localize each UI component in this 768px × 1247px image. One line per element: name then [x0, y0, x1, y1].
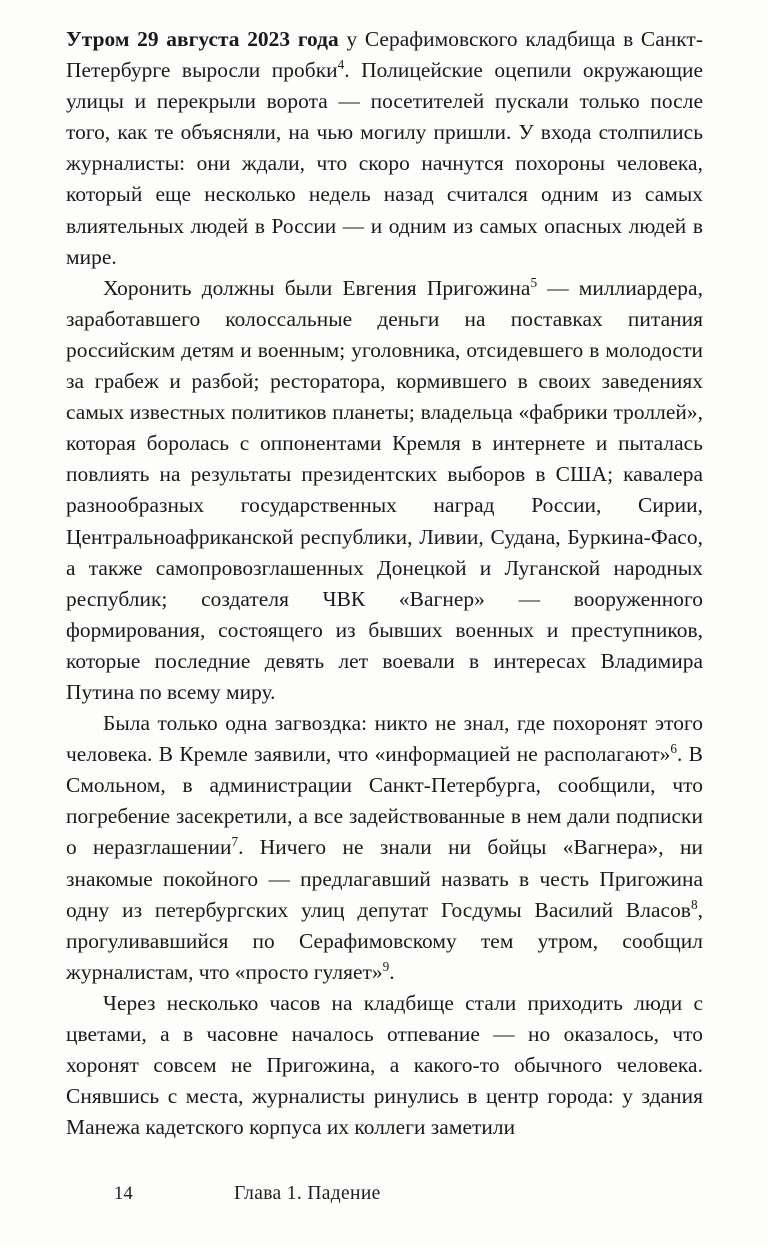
paragraph-lead-in: Утром 29 августа 2023 года [66, 27, 339, 51]
footnote-marker-5[interactable]: 5 [530, 274, 538, 290]
paragraph-3 [66, 708, 703, 988]
footnote-marker-8[interactable]: 8 [690, 896, 698, 912]
paragraph-4 [66, 988, 703, 1143]
paragraph-3-text-e: . [389, 959, 395, 984]
paragraph-4-text: Через несколько часов на кладбище стали приходить люди с цветами, а в часовне началось отпевание — но оказалось, что хоронят совсем не Пригожина, а какого-то обычного человека. Снявшись с места, журналисты ринулись в центр города: у здания Манежа кадетского корпуса их коллеги заметили [66, 990, 703, 1140]
footnote-marker-7[interactable]: 7 [231, 834, 239, 850]
paragraph-3-text-d: , прогуливавшийся по Серафимовскому тем утром, сообщил журналистам, что «просто гуляет» [66, 897, 703, 984]
page-number: 14 [114, 1184, 134, 1204]
paragraph-3-text-c: . Ничего не знали ни бойцы «Вагнера», ни знакомые покойного — предлагавший назвать в честь Пригожина одну из петербургских улиц депутат Госдумы Василий Власов [66, 835, 703, 922]
page-footer [66, 1178, 703, 1210]
footnote-marker-6[interactable]: 6 [670, 740, 677, 756]
paragraph-2 [66, 273, 703, 708]
running-head-chapter-title: Глава 1. Падение [234, 1183, 381, 1204]
paragraph-2-text-b: — миллиардера, заработавшего колоссальные деньги на поставках питания российским детям и военным; уголовника, отсидевшего в молодости за грабеж и разбой; ресторатора, кормившего в своих заведениях самых известных политиков планеты; владельца «фабрики троллей», которая боролась с оппонентами Кремля в интернете и пыталась повлиять на результаты президентских выборов в США; кавалера разнообразных государственных наград России, Сирии, Центральноафриканской республики, Ливии, Судана, Буркина-Фасо, а также самопровозглашенных Донецкой и Луганской народных республик; создателя ЧВК «Вагнер» — вооруженного формирования, состоящего из бывших военных и преступников, которые последние девять лет воевали в интересах Владимира Путина по всему миру. [66, 275, 703, 704]
footnote-marker-4[interactable]: 4 [337, 56, 345, 72]
paragraph-3-text-b: . В Смольном, в администрации Санкт-Петербурга, сообщили, что погребение засекретили, а все задействованные в нем дали подписки о неразглашении [66, 742, 703, 860]
footnote-marker-9[interactable]: 9 [382, 958, 390, 974]
paragraph-2-text-a: Хоронить должны были Евгения Пригожина [103, 275, 531, 300]
paragraph-3-text-a: Была только одна загвоздка: никто не знал, где похоронят этого человека. В Кремле заявили, что «информацией не располагают» [66, 711, 703, 767]
paragraph-1-text-a: у Серафимовского кладбища в Санкт-Петербурге выросли пробки [66, 27, 703, 83]
page-text-block [66, 24, 703, 1143]
paragraph-1-text-b: . Полицейские оцепили окружающие улицы и перекрыли ворота — посетителей пускали только после того, как те объясняли, на чью могилу пришли. У входа столпились журналисты: они ждали, что скоро начнутся похороны человека, который еще несколько недель назад считался одним из самых влиятельных людей в России — и одним из самых опасных людей в мире. [66, 58, 704, 269]
paragraph-1 [66, 24, 703, 273]
